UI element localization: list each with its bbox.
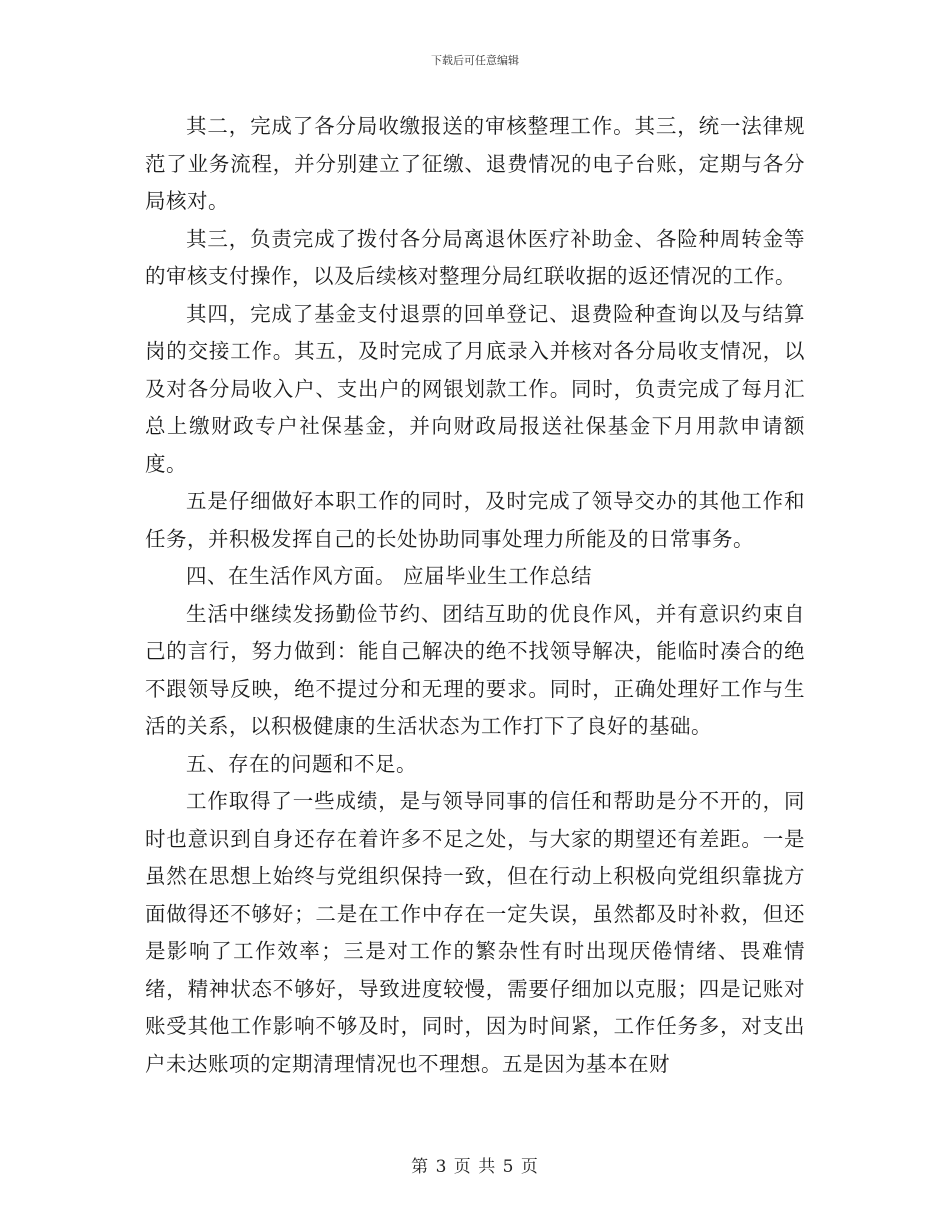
page-header: 下载后可任意编辑 [431, 54, 519, 67]
paragraph: 其二，完成了各分局收缴报送的审核整理工作。其三，统一法律规范了业务流程，并分别建立了征缴、退费情况的电子台账，定期与各分局核对。 [145, 114, 805, 213]
document-body [145, 108, 805, 1083]
page-number: 第 3 页 共 5 页 [411, 1157, 539, 1177]
paragraph: 其三，负责完成了拨付各分局离退休医疗补助金、各险种周转金等的审核支付操作，以及后续核对整理分局红联收据的返还情况的工作。 [145, 226, 805, 288]
paragraph: 工作取得了一些成绩，是与领导同事的信任和帮助是分不开的，同时也意识到自身还存在着许多不足之处，与大家的期望还有差距。一是虽然在思想上始终与党组织保持一致，但在行动上积极向党组织靠拢方面做得还不够好；二是在工作中存在一定失误，虽然都及时补救，但还是影响了工作效率；三是对工作的繁杂性有时出现厌倦情绪、畏难情绪，精神状态不够好，导致进度较慢，需要仔细加以克服；四是记账对账受其他工作影响不够及时，同时，因为时间紧，工作任务多，对支出户未达账项的定期清理情况也不理想。五是因为基本在财 [145, 789, 805, 1076]
paragraph: 五是仔细做好本职工作的同时，及时完成了领导交办的其他工作和任务，并积极发挥自己的长处协助同事处理力所能及的日常事务。 [145, 489, 805, 551]
paragraph: 其四，完成了基金支付退票的回单登记、退费险种查询以及与结算岗的交接工作。其五，及时完成了月底录入并核对各分局收支情况，以及对各分局收入户、支出户的网银划款工作。同时，负责完成了每月汇总上缴财政专户社保基金，并向财政局报送社保基金下月用款申请额度。 [145, 301, 805, 476]
section-heading: 五、存在的问题和不足。 [186, 751, 417, 776]
paragraph: 生活中继续发扬勤俭节约、团结互助的优良作风，并有意识约束自己的言行，努力做到：能自己解决的绝不找领导解决，能临时凑合的绝不跟领导反映，绝不提过分和无理的要求。同时，正确处理好工作与生活的关系，以积极健康的生活状态为工作打下了良好的基础。 [145, 601, 805, 738]
section-heading: 四、在生活作风方面。 应届毕业生工作总结 [186, 564, 593, 588]
